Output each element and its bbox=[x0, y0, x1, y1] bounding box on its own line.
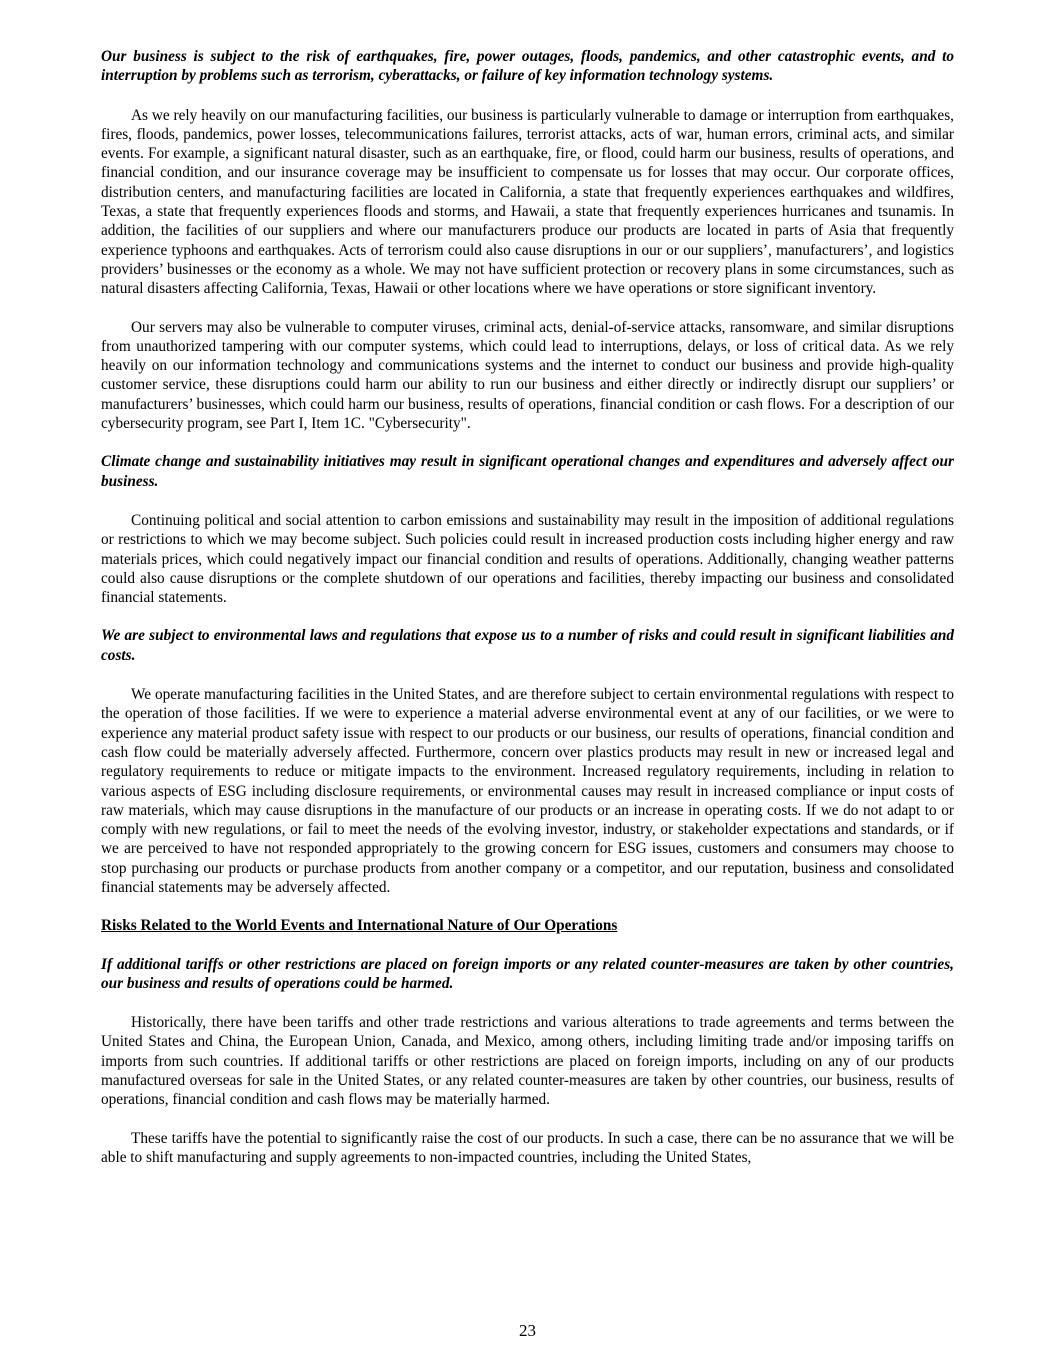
page-number: 23 bbox=[519, 1321, 536, 1340]
paragraph-manufacturing-vulnerability: As we rely heavily on our manufacturing facilities, our business is particularly vulnerable to damage or interruption from earthquakes, fires, floods, pandemics, power losses, telecommunications failures, terrorist attacks, acts of war, human errors, criminal acts, and similar events. For example, a significant natural disaster, such as an earthquake, fire, or flood, could harm our business, results of operations, and financial condition, and our insurance coverage may be insufficient to compensate us for losses that may occur. Our corporate offices, distribution centers, and manufacturing facilities are located in California, a state that frequently experiences earthquakes and wildfires, Texas, a state that frequently experiences floods and storms, and Hawaii, a state that frequently experiences hurricanes and tsunamis. In addition, the facilities of our suppliers and where our manufacturers produce our products are located in parts of Asia that frequently experience typhoons and earthquakes. Acts of terrorism could also cause disruptions in our or our suppliers’, manufacturers’, and logistics providers’ businesses or the economy as a whole. We may not have sufficient protection or recovery plans in some circumstances, such as natural disasters affecting California, Texas, Hawaii or other locations where we have operations or store significant inventory. bbox=[101, 106, 954, 298]
paragraph-trade-restrictions: Historically, there have been tariffs and other trade restrictions and various alterations to trade agreements and terms between the United States and China, the European Union, Canada, and Mexico, among others, including limiting trade and/or imposing tariffs on imports from such countries. If additional tariffs or other restrictions are placed on foreign imports, including on any of our products manufactured overseas for sale in the United States, or any related counter-measures are taken by other countries, our business, results of operations, financial condition and cash flows may be materially harmed. bbox=[101, 1014, 954, 1109]
risk-heading-climate-change: Climate change and sustainability initiatives may result in significant operational changes and expenditures and adversely affect our business. bbox=[101, 453, 954, 490]
paragraph-environmental-regulations: We operate manufacturing facilities in the United States, and are therefore subject to certain environmental regulations with respect to the operation of those facilities. If we were to experience a material adverse environmental event at any of our facilities, or we were to experience any material product safety issue with respect to our products or our business, our results of operations, financial condition and cash flow could be materially adversely affected. Furthermore, concern over plastics products may result in new or increased legal and regulatory requirements to reduce or mitigate impacts to the environment. Increased regulatory requirements, including in relation to various aspects of ESG including disclosure requirements, or environmental causes may result in increased compliance or input costs of raw materials, which may cause disruptions in the manufacture of our products or an increase in operating costs. If we do not adapt to or comply with new regulations, or fail to meet the needs of the evolving investor, industry, or stakeholder expectations and standards, or if we are perceived to have not responded appropriately to the growing concern for ESG issues, customers and consumers may choose to stop purchasing our products or purchase products from another company or a competitor, and our reputation, business and consolidated financial statements may be adversely affected. bbox=[101, 686, 954, 896]
risk-heading-environmental-laws: We are subject to environmental laws and regulations that expose us to a number of risks and could result in significant liabilities and costs. bbox=[101, 627, 954, 664]
paragraph-server-vulnerability: Our servers may also be vulnerable to computer viruses, criminal acts, denial-of-service attacks, ransomware, and similar disruptions from unauthorized tampering with our computer systems, which could lead to interruptions, delays, or loss of critical data. As we rely heavily on our information technology and communications systems and the internet to conduct our business and provide high-quality customer service, these disruptions could harm our ability to run our business and either directly or indirectly disrupt our suppliers’ or manufacturers’ businesses, which could harm our business, results of operations, financial condition or cash flows. For a description of our cybersecurity program, see Part I, Item 1C. "Cybersecurity". bbox=[101, 318, 954, 433]
risk-heading-catastrophic-events: Our business is subject to the risk of earthquakes, fire, power outages, floods, pandemics, and other catastrophic events, and to interruption by problems such as terrorism, cyberattacks, or failure of key information technology systems. bbox=[101, 48, 954, 85]
paragraph-carbon-emissions: Continuing political and social attention to carbon emissions and sustainability may result in the imposition of additional regulations or restrictions to which we may become subject. Such policies could result in increased production costs including higher energy and raw materials prices, which could negatively impact our financial condition and results of operations. Additionally, changing weather patterns could also cause disruptions or the complete shutdown of our operations and facilities, thereby impacting our business and consolidated financial statements. bbox=[101, 511, 954, 607]
paragraph-tariff-costs: These tariffs have the potential to significantly raise the cost of our products. In such a case, there can be no assurance that we will be able to shift manufacturing and supply agreements to non-impacted countries, including the United States, bbox=[101, 1129, 954, 1166]
document-body bbox=[101, 47, 954, 1186]
risk-heading-tariffs: If additional tariffs or other restrictions are placed on foreign imports or any related counter-measures are taken by other countries, our business and results of operations could be harmed. bbox=[101, 955, 954, 992]
section-heading-world-events: Risks Related to the World Events and International Nature of Our Operations bbox=[101, 917, 618, 935]
